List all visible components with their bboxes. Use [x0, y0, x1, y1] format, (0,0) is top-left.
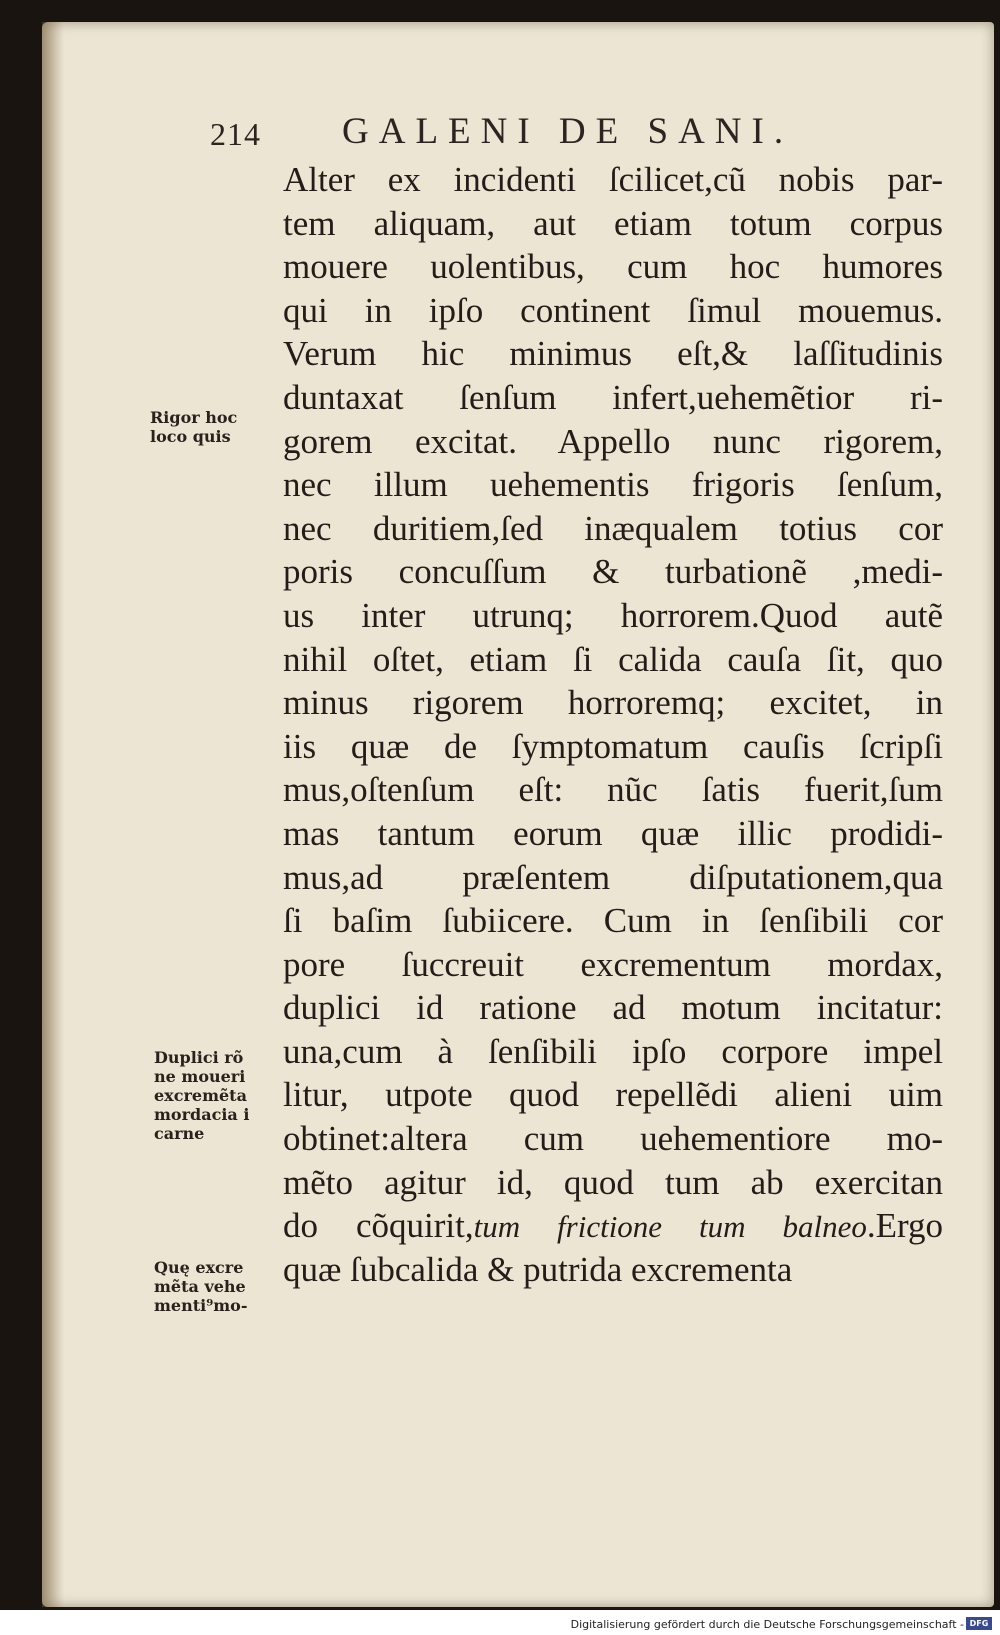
text-line: qui in ipſo continent ſimul mouemus.: [283, 290, 943, 330]
text-line: mẽto agitur id, quod tum ab exercitan: [283, 1162, 943, 1202]
text-line: Verum hic minimus eſt,& laſſitudinis: [283, 334, 943, 374]
marginal-note-excrementa: [154, 1258, 247, 1315]
text-line: pore ſuccreuit excrementum mordax,: [283, 944, 943, 984]
text-line: mus,oſtenſum eſt: nũc ſatis fuerit,ſum: [283, 770, 943, 810]
marginal-note-line: mẽta vehe: [154, 1277, 246, 1296]
marginal-note-line: menti⁹mo-: [154, 1296, 248, 1315]
text-line: obtinet:altera cum uehementiore mo-: [283, 1119, 943, 1159]
marginal-note-line: carne: [154, 1124, 205, 1143]
dfg-logo: DFG: [966, 1617, 992, 1630]
page-number: 214: [210, 116, 261, 152]
text-roman-end: .Ergo: [866, 1206, 943, 1246]
text-line: tem aliquam, aut etiam totum corpus: [283, 203, 943, 243]
marginal-note-line: ne moueri: [154, 1067, 246, 1086]
text-line: una,cum à ſenſibili ipſo corpore impel: [283, 1031, 943, 1071]
text-line-mixed: [283, 1204, 943, 1248]
text-line: gorem excitat. Appello nunc rigorem,: [283, 421, 943, 461]
text-line: iis quæ de ſymptomatum cauſis ſcripſi: [283, 726, 943, 766]
marginal-note-line: Rigor hoc: [150, 408, 238, 427]
text-line: quæ ſubcalida & putrida excrementa: [283, 1249, 793, 1289]
marginal-note-duplici: [154, 1048, 249, 1143]
digitization-credit: Digitalisierung gefördert durch die Deutsche Forschungsgemeinschaft -: [570, 1618, 964, 1631]
marginal-note-line: mordacia i: [154, 1105, 250, 1124]
main-text-block: [283, 158, 943, 1291]
text-line: us inter utrunq; horrorem.Quod autẽ: [283, 595, 943, 635]
text-line: mouere uolentibus, cum hoc humores: [283, 247, 943, 287]
marginal-note-rigor: [150, 408, 237, 446]
text-line: litur, utpote quod repellẽdi alieni uim: [283, 1075, 943, 1115]
text-line: nihil oſtet, etiam ſi calida cauſa ſit, quo: [283, 639, 943, 679]
running-head: GALENI DE SANI.: [342, 111, 794, 152]
text-line: Alter ex incidenti ſcilicet,cũ nobis par-: [283, 160, 943, 199]
text-line: mas tantum eorum quæ illic prodidi-: [283, 813, 943, 853]
text-line: duntaxat ſenſum infert,uehemẽtior ri-: [283, 377, 943, 417]
marginal-note-line: Quę excre: [154, 1258, 244, 1277]
text-line: poris concuſſum & turbationẽ ,medi-: [283, 552, 943, 592]
text-roman: do cõquirit,: [283, 1206, 474, 1246]
marginal-note-line: excremẽta: [154, 1086, 247, 1105]
text-line: nec illum uehementis frigoris ſenſum,: [283, 465, 943, 505]
text-line: duplici id ratione ad motum incitatur:: [283, 988, 943, 1028]
text-line: ſi baſim ſubiicere. Cum in ſenſibili cor: [283, 901, 943, 941]
text-line: nec duritiem,ſed inæqualem totius cor: [283, 508, 943, 548]
marginal-note-line: Duplici rõ: [154, 1048, 244, 1067]
page-header: [210, 110, 850, 158]
text-italic: tum frictione tum balneo: [473, 1209, 867, 1245]
text-line: minus rigorem horroremq; excitet, in: [283, 683, 943, 723]
marginal-note-line: loco quis: [150, 427, 231, 446]
text-line: mus,ad præſentem diſputationem,qua: [283, 857, 943, 897]
